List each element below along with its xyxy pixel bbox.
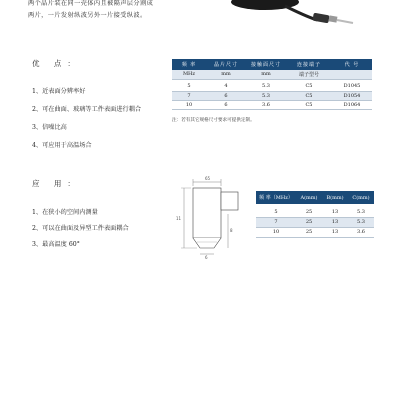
table-cell: 4: [206, 82, 246, 91]
table-cell: D1054: [332, 91, 372, 100]
unit-cell: MHz: [172, 70, 206, 79]
table-cell: 6: [206, 91, 246, 100]
table-cell: 5.3: [348, 217, 374, 227]
table-cell: 13: [322, 217, 348, 227]
spec-header: 连接端子: [286, 59, 332, 70]
table-cell: D1064: [332, 100, 372, 109]
list-item: 2、可在曲面、玻璃等工件表面进行耦合: [32, 106, 142, 113]
table-cell: 13: [322, 207, 348, 217]
drawing-label-left: 11: [176, 216, 182, 221]
list-item: 3、最高温度 60°: [32, 241, 80, 248]
table-row: [172, 100, 372, 109]
list-item: 1、在狭小的空间内测量: [32, 209, 98, 216]
table-cell: D1045: [332, 82, 372, 91]
table-cell: 5: [172, 82, 206, 91]
probe-drawing: [172, 172, 242, 260]
spec-table: [172, 59, 372, 110]
drawing-label-top: 65: [205, 176, 211, 181]
table-row: [256, 217, 374, 227]
table-cell: 25: [296, 207, 322, 217]
table-row: [256, 207, 374, 217]
unit-cell: mm: [246, 70, 286, 79]
list-item: 4、可应用于高温场合: [32, 142, 92, 149]
table-row: [172, 91, 372, 100]
unit-cell: [332, 70, 372, 79]
table-cell: 7: [172, 91, 206, 100]
list-item: 2、可以在曲面及异型工件表面耦合: [32, 225, 129, 232]
dimension-table: [256, 191, 374, 238]
table-cell: C5: [286, 100, 332, 109]
applications-list: [32, 207, 129, 255]
dim-header: A(mm): [296, 191, 322, 204]
table-row: [172, 70, 372, 79]
table-cell: C5: [286, 91, 332, 100]
table-cell: 5.3: [246, 91, 286, 100]
advantages-list: [32, 86, 141, 158]
table-cell: 6: [206, 100, 246, 109]
probe-photo: [225, 0, 365, 30]
table-cell: C5: [286, 82, 332, 91]
table-row: [256, 227, 374, 237]
spec-note: 注：若有其它规格尺寸要求可提供定制。: [172, 118, 255, 123]
intro-line-1: 两个晶片装在同一壳体内且被隔声层分割成: [28, 0, 154, 7]
table-cell: 3.6: [348, 227, 374, 237]
list-item: 3、信噪比高: [32, 124, 67, 131]
spec-header: 代 号: [332, 59, 372, 70]
unit-cell: 端子型号: [286, 70, 332, 79]
advantages-title: 优 点：: [32, 59, 81, 68]
table-cell: 3.6: [246, 100, 286, 109]
table-cell: 5.3: [348, 207, 374, 217]
table-cell: 13: [322, 227, 348, 237]
dim-header: B(mm): [322, 191, 348, 204]
table-cell: 7: [256, 217, 296, 227]
drawing-label-bottom: 6: [205, 255, 208, 260]
table-cell: 10: [256, 227, 296, 237]
dim-header: C(mm): [348, 191, 374, 204]
table-cell: 25: [296, 217, 322, 227]
spec-header: 晶片尺寸: [206, 59, 246, 70]
list-item: 1、近表面分辨率好: [32, 88, 86, 95]
dim-header: 频 率（MHz）: [256, 191, 296, 204]
drawing-label-right: 8: [230, 228, 233, 233]
table-cell: 10: [172, 100, 206, 109]
spec-header: 接触面尺寸: [246, 59, 286, 70]
table-row: [172, 82, 372, 91]
intro-line-2: 两片，一片发射纵波另外一片接受纵波。: [28, 12, 147, 19]
applications-title: 应 用：: [32, 179, 81, 188]
table-cell: 5.3: [246, 82, 286, 91]
intro-text: [28, 0, 153, 22]
table-cell: 5: [256, 207, 296, 217]
unit-cell: mm: [206, 70, 246, 79]
spec-header: 频 率: [172, 59, 206, 70]
table-cell: 25: [296, 227, 322, 237]
